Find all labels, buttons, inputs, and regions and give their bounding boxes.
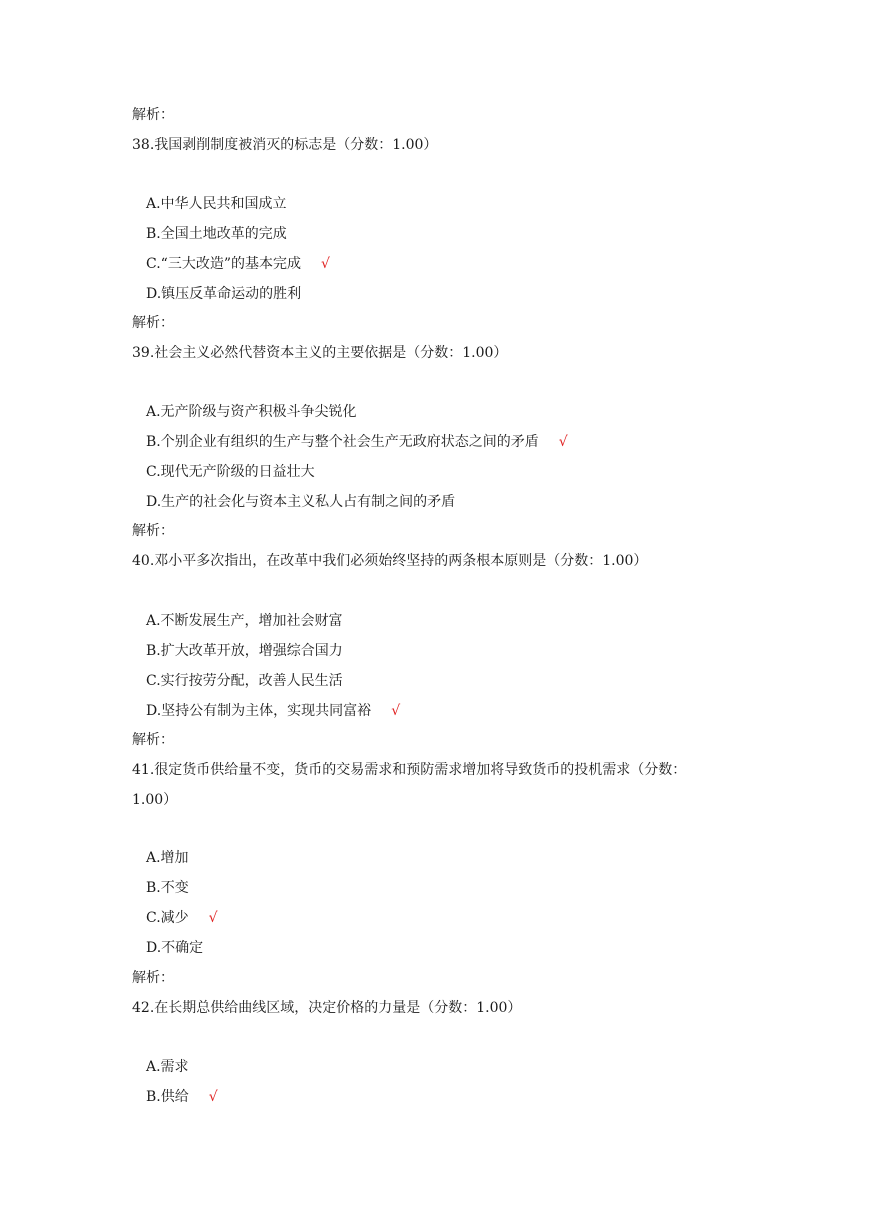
question-41-option-c[interactable]: C.减少 √: [146, 910, 218, 926]
analysis-label: 解析：: [132, 107, 174, 123]
question-42-stem: 42.在长期总供给曲线区域，决定价格的力量是（分数：1.00）: [132, 1000, 522, 1016]
question-39-stem: 39.社会主义必然代替资本主义的主要依据是（分数：1.00）: [132, 345, 508, 361]
correct-check-icon: √: [391, 703, 401, 719]
correct-check-icon: √: [208, 910, 218, 926]
analysis-label: 解析：: [132, 523, 174, 539]
analysis-label: 解析：: [132, 732, 174, 748]
question-42-option-b[interactable]: B.供给 √: [146, 1089, 218, 1105]
question-38-option-d[interactable]: D.镇压反革命运动的胜利: [146, 286, 302, 302]
question-40-option-c[interactable]: C.实行按劳分配，改善人民生活: [146, 673, 343, 689]
question-39-option-c[interactable]: C.现代无产阶级的日益壮大: [146, 464, 315, 480]
question-41-option-a[interactable]: A.增加: [146, 850, 189, 866]
question-41-stem-continued: 1.00）: [132, 792, 178, 808]
question-38-option-a[interactable]: A.中华人民共和国成立: [146, 196, 287, 212]
question-40-option-a[interactable]: A.不断发展生产，增加社会财富: [146, 613, 343, 629]
question-38-option-c[interactable]: C.“三大改造”的基本完成 √: [146, 256, 330, 272]
question-39-option-a[interactable]: A.无产阶级与资产积极斗争尖锐化: [146, 404, 357, 420]
question-38-option-b[interactable]: B.全国土地改革的完成: [146, 226, 287, 242]
question-40-option-b[interactable]: B.扩大改革开放，增强综合国力: [146, 643, 343, 659]
question-39-option-d[interactable]: D.生产的社会化与资本主义私人占有制之间的矛盾: [146, 494, 456, 510]
correct-check-icon: √: [558, 434, 568, 450]
correct-check-icon: √: [320, 256, 330, 272]
question-38-stem: 38.我国剥削制度被消灭的标志是（分数：1.00）: [132, 137, 438, 153]
correct-check-icon: √: [208, 1089, 218, 1105]
question-41-option-d[interactable]: D.不确定: [146, 940, 204, 956]
analysis-label: 解析：: [132, 970, 174, 986]
question-41-stem: 41.很定货币供给量不变，货币的交易需求和预防需求增加将导致货币的投机需求（分数：: [132, 762, 687, 778]
analysis-label: 解析：: [132, 315, 174, 331]
question-40-stem: 40.邓小平多次指出，在改革中我们必须始终坚持的两条根本原则是（分数：1.00）: [132, 553, 648, 569]
question-39-option-b[interactable]: B.个别企业有组织的生产与整个社会生产无政府状态之间的矛盾 √: [146, 434, 568, 450]
question-42-option-a[interactable]: A.需求: [146, 1059, 189, 1075]
question-41-option-b[interactable]: B.不变: [146, 880, 189, 896]
question-40-option-d[interactable]: D.坚持公有制为主体，实现共同富裕 √: [146, 703, 401, 719]
